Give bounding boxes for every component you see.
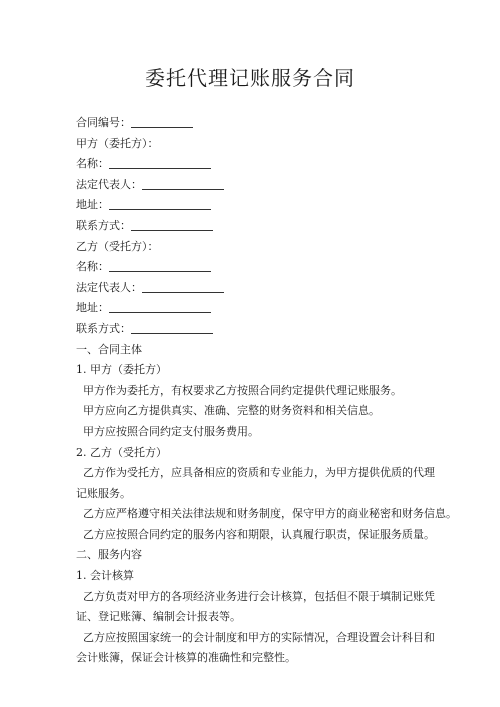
party-b-heading: 乙方（受托方）：: [76, 239, 159, 253]
field-label: 法定代表人：: [76, 280, 142, 294]
field-label: 法定代表人：: [76, 177, 142, 191]
party-a-address-field: [76, 195, 440, 216]
subsection-heading: 2. 乙方（受托方）: [76, 445, 167, 459]
paragraph: 甲方应向乙方提供真实、准确、完整的财务资料和相关信息。: [83, 404, 380, 418]
party-b-name-field: [76, 257, 440, 278]
party-b-contact-field: [76, 319, 440, 340]
fill-in-blank[interactable]: [109, 259, 211, 272]
paragraph: 乙方应严格遵守相关法律法规和财务制度，保守甲方的商业秘密和财务信息。: [83, 507, 457, 521]
party-a-representative-field: [76, 175, 440, 196]
party-b-representative-field: [76, 278, 440, 299]
paragraph: 甲方作为委托方，有权要求乙方按照合同约定提供代理记账服务。: [83, 383, 402, 397]
paragraph: 乙方应按照合同约定的服务内容和期限，认真履行职责，保证服务质量。: [83, 527, 435, 541]
contract-number-field: [76, 113, 440, 134]
field-label: 名称：: [76, 260, 109, 274]
fill-in-blank[interactable]: [109, 156, 211, 169]
section-heading: 一、合同主体: [76, 342, 142, 356]
party-a-name-field: [76, 154, 440, 175]
fill-in-blank[interactable]: [109, 300, 211, 313]
subsection-heading: 1. 甲方（委托方）: [76, 363, 167, 377]
party-a-heading: 甲方（委托方）：: [76, 136, 159, 150]
paragraph: 乙方应按照国家统一的会计制度和甲方的实际情况，合理设置会计科目和会计账簿，保证会计核算的准确性和完整性。: [76, 630, 435, 665]
field-label: 地址：: [76, 198, 109, 212]
party-a-contact-field: [76, 216, 440, 237]
paragraph: 乙方负责对甲方的各项经济业务进行会计核算，包括但不限于填制记账凭证、登记账簿、编制会计报表等。: [76, 589, 435, 624]
fill-in-blank[interactable]: [142, 177, 224, 190]
field-label: 联系方式：: [76, 321, 131, 335]
fill-in-blank[interactable]: [142, 280, 224, 293]
fill-in-blank[interactable]: [131, 218, 213, 231]
document-title: 委托代理记账服务合同: [145, 66, 355, 90]
field-label: 名称：: [76, 157, 109, 171]
section-heading: 二、服务内容: [76, 548, 142, 562]
paragraph: 乙方作为受托方，应具备相应的资质和专业能力，为甲方提供优质的代理记账服务。: [76, 466, 435, 500]
field-label: 联系方式：: [76, 218, 131, 232]
fill-in-blank[interactable]: [131, 115, 193, 128]
party-b-address-field: [76, 298, 440, 319]
field-label: 合同编号：: [76, 116, 131, 129]
fill-in-blank[interactable]: [109, 197, 211, 210]
fill-in-blank[interactable]: [131, 321, 213, 334]
paragraph: 甲方应按照合同约定支付服务费用。: [83, 424, 259, 438]
field-label: 地址：: [76, 301, 109, 315]
subsection-heading: 1. 会计核算: [76, 569, 134, 583]
